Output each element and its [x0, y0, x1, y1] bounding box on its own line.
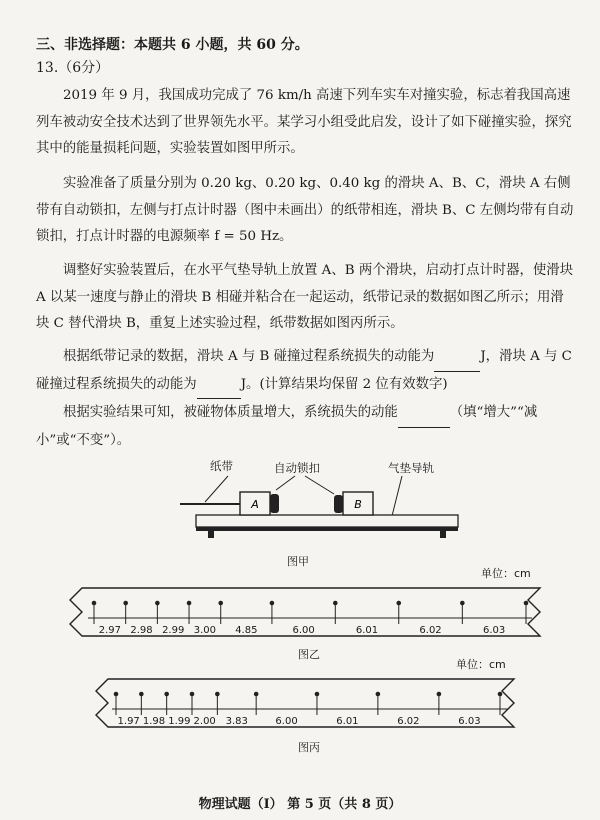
answer-blank-ac[interactable]: [197, 372, 241, 400]
paragraph-intro: 2019 年 9 月，我国成功完成了 76 km/h 高速下列车实车对撞实验，标志着我国高速列车被动安全技术达到了世界领先水平。某学习小组受此启发，设计了如下碰撞实验，探究其中的能量损耗问题，实验装置如图甲所示。: [36, 88, 572, 156]
tape_bing-segment-label: 1.97: [117, 716, 140, 727]
tape_bing-segment-label: 2.00: [193, 716, 216, 727]
tape_yi-dot-3: [187, 601, 192, 606]
tape_bing-dot-2: [164, 692, 169, 697]
block-b-label: B: [354, 498, 362, 511]
tape_yi-dot-2: [155, 601, 160, 606]
tape-bing: [0, 669, 600, 735]
label-tape: 纸带: [210, 459, 233, 473]
leader-track: [392, 476, 402, 516]
tape_yi-segment-label: 2.99: [162, 625, 185, 636]
tape_yi-dot-8: [460, 601, 465, 606]
tape_bing-dot-8: [437, 692, 442, 697]
q1-text-2: J，滑块 A 与 C 碰撞过程系统损失的动能为: [36, 349, 572, 392]
answer-blank-ab[interactable]: [434, 344, 480, 372]
tape_bing-segment-label: 3.83: [225, 716, 248, 727]
tape_bing-dot-7: [376, 692, 381, 697]
tape_yi-dot-5: [270, 601, 275, 606]
tape_yi-dot-6: [333, 601, 338, 606]
tape-bing-unit: 单位：cm: [456, 658, 506, 671]
tape_yi-segment-label: 6.00: [292, 625, 315, 636]
q1-text-3: J。(计算结果均保留 2 位有效数字): [240, 376, 448, 392]
question-number: 13.（6分）: [36, 60, 110, 76]
tape_yi-segment-label: 4.85: [235, 625, 258, 636]
tape_bing-segment-label: 1.99: [168, 716, 191, 727]
block-b-lock: [334, 495, 343, 513]
tape_bing-segment-label: 1.98: [142, 716, 166, 727]
track-rail: [196, 527, 458, 531]
tape_bing-dot-6: [315, 692, 320, 697]
caption-figure-yi: 图乙: [298, 648, 320, 661]
apparatus-diagram: [0, 470, 600, 550]
tape_yi-segment-label: 2.98: [130, 625, 153, 636]
q2-text-1: 根据实验结果可知，被碰物体质量增大，系统损失的动能: [63, 405, 398, 420]
section-heading: 三、非选择题：本题共 6 小题，共 60 分。: [36, 37, 309, 53]
tape_yi-segment-label: 6.01: [355, 625, 379, 636]
label-air-track: 气垫导轨: [388, 461, 434, 475]
label-auto-lock: 自动锁扣: [274, 461, 320, 475]
track-foot-left: [208, 531, 214, 538]
tape_yi-segment-label: 6.02: [419, 625, 442, 636]
caption-figure-jia: 图甲: [287, 555, 309, 568]
tape_yi-dot-7: [396, 601, 401, 606]
leader-tape: [205, 476, 228, 502]
question-energy-loss: [36, 344, 576, 399]
tape_bing-segment-label: 6.00: [275, 716, 298, 727]
caption-figure-bing: 图丙: [298, 741, 320, 754]
air-track: [196, 515, 458, 527]
paragraph-procedure: 调整好实验装置后，在水平气垫导轨上放置 A、B 两个滑块，启动打点计时器，使滑块 A 以某一速度与静止的滑块 B 相碰并粘合在一起运动，纸带记录的数据如图乙所示；用滑块 C 替代滑块 B，重复上述实验过程，纸带数据如图丙所示。: [36, 263, 574, 331]
tape_bing-dot-0: [114, 692, 119, 697]
block-a-label: A: [251, 498, 259, 511]
leader-lock-b: [305, 476, 334, 494]
tape_yi-dot-9: [524, 601, 529, 606]
q2-text-2: （填“增大”“减小”或“不变”）。: [36, 405, 538, 448]
tape_bing-segment-label: 6.02: [397, 716, 420, 727]
tape_bing-segment-label: 6.01: [336, 716, 359, 727]
tape_bing-dot-9: [498, 692, 503, 697]
tape-yi: [0, 578, 600, 644]
tape_yi-dot-4: [218, 601, 223, 606]
answer-blank-trend[interactable]: [398, 400, 450, 428]
tape_yi-dot-0: [92, 601, 97, 606]
q1-text-1: 根据纸带记录的数据，滑块 A 与 B 碰撞过程系统损失的动能为: [63, 349, 435, 364]
page-footer: 物理试题（Ⅰ） 第 5 页（共 8 页）: [198, 797, 402, 812]
tape_bing-segment-label: 6.03: [458, 716, 481, 727]
track-foot-right: [440, 531, 446, 538]
tape_yi-segment-label: 2.97: [98, 625, 121, 636]
tape_bing-dot-1: [139, 692, 144, 697]
tape_bing-dot-4: [215, 692, 220, 697]
paragraph-setup: 实验准备了质量分别为 0.20 kg、0.20 kg、0.40 kg 的滑块 A、B、C，滑块 A 右侧带有自动锁扣，左侧与打点计时器（图中未画出）的纸带相连，滑块 B、C 左侧均带有自动锁扣，打点计时器的电源频率 f = 50 Hz。: [36, 176, 574, 244]
tape_yi-segment-label: 6.03: [483, 625, 506, 636]
tape_yi-dot-1: [123, 601, 128, 606]
block-a-lock: [270, 494, 279, 513]
tape_bing-dot-3: [190, 692, 195, 697]
leader-lock-a: [276, 476, 295, 490]
tape_yi-segment-label: 3.00: [193, 625, 217, 636]
tape_bing-dot-5: [254, 692, 259, 697]
tape-yi-unit: 单位：cm: [481, 567, 531, 580]
question-trend: [36, 400, 576, 454]
